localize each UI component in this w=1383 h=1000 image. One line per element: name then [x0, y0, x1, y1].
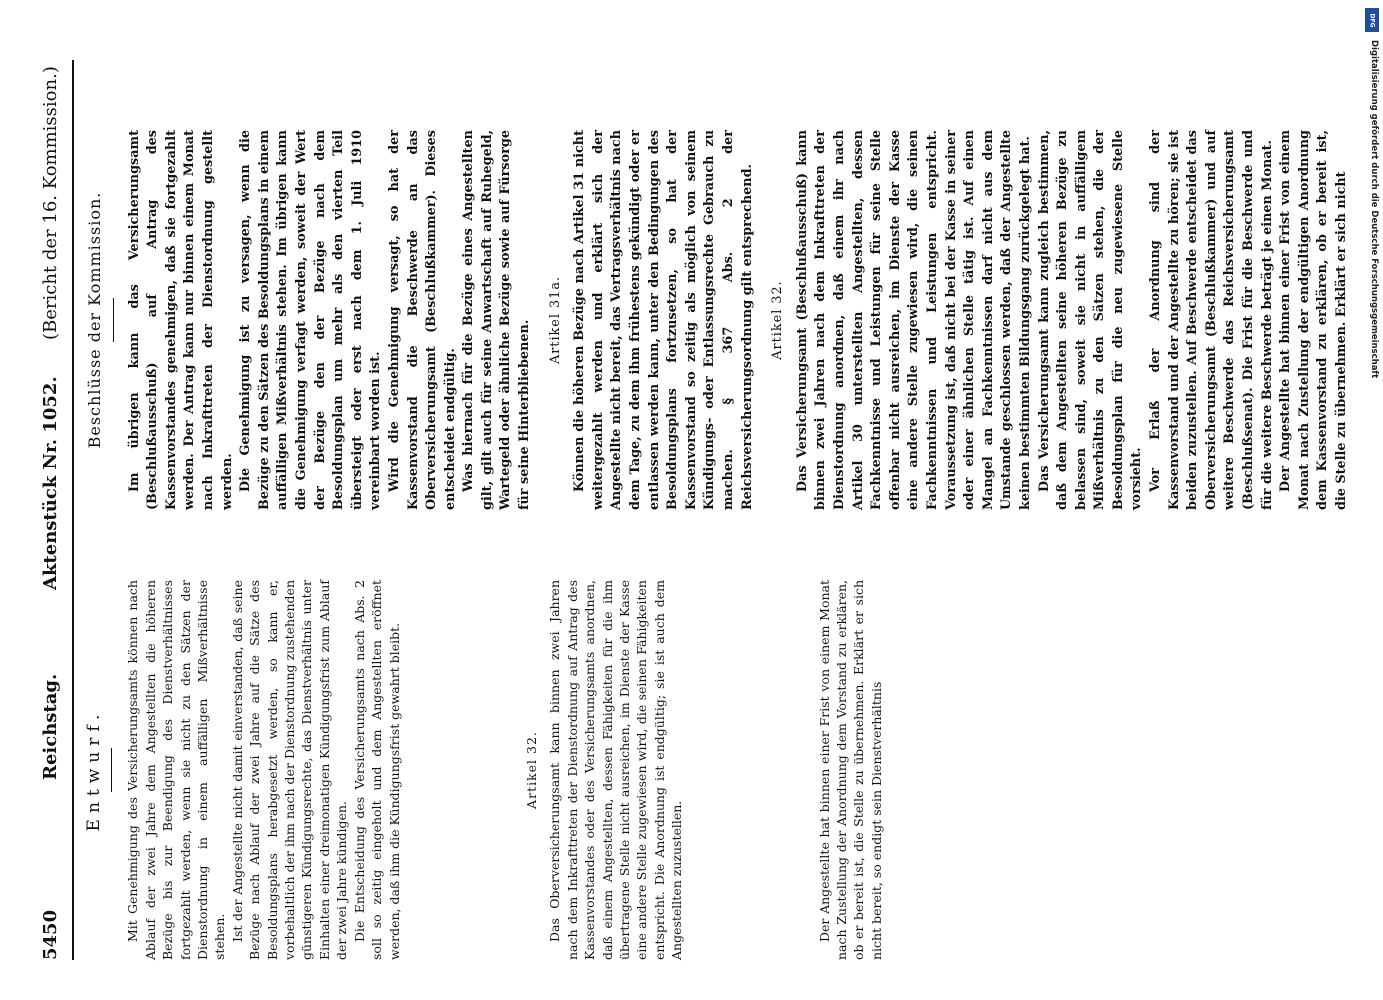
resolutions-column [86, 130, 1352, 510]
article-31a-heading: Artikel 31a. [547, 275, 563, 365]
resolution-paragraph: Können die höheren Bezüge nach Artikel 31 nicht weitergezahlt werden und erklärt sich der Angestellte nicht bereit, das Vertragsverhältnis nach dem Tage, zu dem ihm frühestens gekündigt oder er entlassen werden kann, unter den Bedingungen des Besoldungsplans fortzusetzen, so hat der Kassenvorstand so zeitig als möglich von seinem Kündigungs- oder Entlassungsrechte Gebrauch zu machen. § 367 Abs. 2 der Reichsversicherungsordnung gilt entsprechend. [572, 130, 755, 510]
dfg-logo [1365, 8, 1379, 32]
resolution-paragraph: Der Angestellte hat binnen einer Frist von einem Monat nach Zustellung der endgültigen Anordnung dem Kassenvorstand zu erklären, ob er bereit ist, die Stelle zu übernehmen. Erklärt er sich nicht [1278, 130, 1349, 510]
resolution-paragraph: Die Genehmigung ist zu versagen, wenn die Bezüge zu den Sätzen des Besoldungsplans in einem auffälligen Mißverhältnis stehen. Im übrigen kann die Genehmigung verfagt werden, soweit der Wert der Bezüge den der Bezüge nach dem Besoldungsplan um mehr als den vierten Teil übersteigt oder erst nach dem 1. Juli 1910 vereinbart worden ist. [238, 130, 384, 510]
resolution-paragraph: Was hiernach für die Bezüge eines Angestellten gilt, gilt auch für seine Anwartschaft auf Ruhegeld, Wartegeld oder ähnliche Bezüge sowie auf Fürsorge für seine Hinterbliebenen. [461, 130, 533, 510]
digitization-credit [1363, 40, 1379, 630]
draft-paragraph: Die Entscheidung des Versicherungsamts nach Abs. 2 soll so zeitig eingeholt und dem Angestellten eröffnet werden, daß ihm die Kündigungsfrist gewahrt bleibt. [351, 580, 402, 960]
header-rule [72, 60, 74, 960]
page-number: 5450 [40, 909, 61, 960]
heading-divider [113, 298, 114, 342]
resolution-paragraph: Das Versicherungsamt kann zugleich bestimmen, daß dem Angestellten seine höheren Bezüge zu belassen sind, soweit sie nicht in auffälligem Mißverhältnis zu den Sätzen stehen, die der Besoldungsplan für die neu zugewiesene Stelle vorsieht. [1036, 130, 1145, 510]
aktenstueck-label: Aktenstück Nr. 1052. [40, 376, 61, 590]
article-32-heading: Artikel 32. [770, 280, 786, 360]
dfg-logo-text: DFG [1368, 12, 1376, 28]
document-page [40, 60, 1349, 960]
resolution-paragraph: Im übrigen kann das Versicherungsamt (Beschlußausschuß) auf Antrag des Kassenvorstandes genehmigen, daß sie fortgezahlt werden. Der Antrag kann nur binnen einem Monat nach Inkrafttreten der Dienstordnung gestellt werden. [126, 130, 235, 510]
draft-paragraph: Der Angestellte hat binnen einer Frist von einem Monat nach Zustellung der Anordnung dem Vorstand zu erklären, ob er bereit ist, die Stelle zu übernehmen. Erklärt er sich nicht bereit, so endigt sein Dienstverhältnis [816, 580, 884, 960]
digitization-credit-text: Digitalisierung gefördert durch die Deutsche Forschungsgemeinschaft [1369, 40, 1379, 379]
draft-article-32-heading: Artikel 32. [523, 731, 539, 809]
reichstag-label: Reichstag. [40, 673, 61, 780]
draft-paragraph: Ist der Angestellte nicht damit einverstanden, daß seine Bezüge nach Ablauf der zwei Jahre auf die Sätze des Besoldungsplans herabgesetzt werden, so kann er, vorbehaltlich der ihm nach der Dienstordnung zustehenden günstigeren Kündigungsrechte, das Dienstverhältnis unter Einhalten einer dreimonatigen Kündigungsfrist zum Ablauf der zwei Jahre kündigen. [229, 580, 350, 960]
resolutions-heading: Beschlüsse der Kommission. [85, 191, 104, 449]
bericht-label: (Bericht der 16. Kommission.) [40, 66, 61, 340]
resolution-paragraph: Das Versicherungsamt (Beschlußausschuß) kann binnen zwei Jahren nach dem Inkrafttreten der Dienstordnung anordnen, daß einem ihr nach Artikel 30 unterstellten Angestellten, dessen Fachkenntnisse und Leistungen für seine Stelle offenbar nicht ausreichen, im Dienste der Kasse eine andere Stelle zugewiesen wird, die seinen Fachkenntnissen und Leistungen entspricht. Voraussetzung ist, daß nicht bei der Kasse in seiner oder einer ähnlichen Stelle tätig ist. Auf einen Mangel an Fachkenntnissen darf nicht aus dem Umstande geschlossen werden, daß der Angestellte keinen bestimmten Bildungsgang zurückgelegt hat. [794, 130, 1033, 510]
draft-paragraph: Das Oberversicherungsamt kann binnen zwei Jahren nach dem Inkrafttreten der Dienstordnung auf Antrag des Kassenvorstandes oder des Versicherungsamts anordnen, daß einem Angestellten, dessen Fähigkeiten für die ihm übertragene Stelle nicht ausreichen, im Dienste der Kasse eine andere Stelle zugewiesen wird, die seinen Fähigkeiten entspricht. Die Anordnung ist endgültig; sie ist auch dem Angestellten zuzustellen. [547, 580, 685, 960]
resolution-paragraph: Wird die Genehmigung versagt, so hat der Kassenvorstand die Beschwerde an das Oberversicherungsamt (Beschlußkammer). Dieses entscheidet endgültig. [386, 130, 458, 510]
draft-heading: Entwurf. [84, 708, 104, 832]
resolution-paragraph: Vor Erlaß der Anordnung sind der Kassenvorstand und der Angestellte zu hören; sie ist beiden zuzustellen. Auf Beschwerde entscheidet das Oberversicherungsamt (Beschlußkammer) und auf weitere Beschwerde das Reichsversicherungsamt (Beschlußsenat). Die Frist für die Beschwerde und für die weitere Beschwerde beträgt je einen Monat. [1148, 130, 1275, 510]
heading-divider [111, 748, 112, 792]
draft-paragraph: Mit Genehmigung des Versicherungsamts können nach Ablauf der zwei Jahre dem Angestellten die höheren Bezüge bis zur Beendigung des Dienstverhältnisses fortgezahlt werden, wenn sie nicht zu den Sätzen der Dienstordnung in einem auffälligen Mißverhältnisse stehen. [125, 580, 228, 960]
page-header [40, 60, 72, 960]
draft-column [86, 580, 885, 960]
